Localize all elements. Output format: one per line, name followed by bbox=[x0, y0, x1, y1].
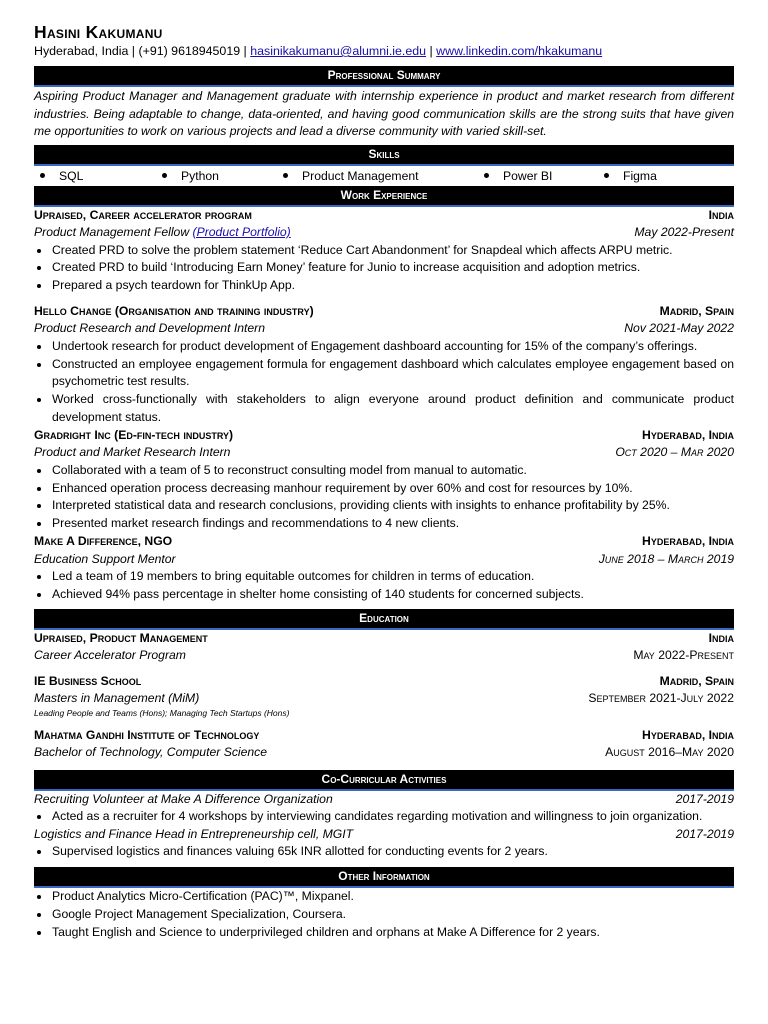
school-name: Upraised, Product Management bbox=[34, 630, 208, 645]
program-name: Career Accelerator Program bbox=[34, 648, 186, 663]
activity-entry bbox=[34, 826, 734, 861]
job-location: Madrid, Spain bbox=[659, 303, 734, 318]
bullet-dot bbox=[283, 173, 288, 178]
skill-item: Python bbox=[162, 166, 283, 186]
job-bullets bbox=[34, 462, 734, 533]
list-item: Interpreted statistical data and research conclusions, providing clients with insights to enhance profitability by 25%. bbox=[34, 497, 734, 515]
list-item: Acted as a recruiter for 4 workshops by interviewing candidates regarding motivation and willingness to join organization. bbox=[34, 808, 734, 826]
job-location: India bbox=[708, 207, 734, 222]
activity-dates: 2017-2019 bbox=[675, 791, 734, 806]
skills-list bbox=[40, 166, 734, 186]
job-bullets bbox=[34, 338, 734, 427]
education-entry bbox=[34, 727, 734, 762]
section-header-summary: Professional Summary bbox=[34, 66, 734, 87]
bullet-dot bbox=[484, 173, 489, 178]
list-item: Product Analytics Micro-Certification (PAC)™, Mixpanel. bbox=[34, 888, 734, 906]
other-bullets bbox=[34, 888, 734, 941]
job-dates: May 2022-Present bbox=[634, 225, 734, 239]
job-dates: June 2018 – March 2019 bbox=[598, 551, 734, 566]
email-link[interactable]: hasinikakumanu@alumni.ie.edu bbox=[250, 44, 427, 58]
list-item: Enhanced operation process decreasing manhour requirement by over 60% and cost for resources by 10%. bbox=[34, 480, 734, 498]
job-entry bbox=[34, 533, 734, 604]
education-entry bbox=[34, 630, 734, 665]
school-location: India bbox=[708, 630, 734, 645]
resume-page bbox=[34, 22, 734, 942]
bullet-dot bbox=[162, 173, 167, 178]
program-name: Bachelor of Technology, Computer Science bbox=[34, 745, 268, 760]
bullet-dot bbox=[40, 173, 45, 178]
portfolio-link[interactable]: (Product Portfolio) bbox=[192, 225, 291, 239]
program-name: Masters in Management (MiM) bbox=[34, 691, 200, 706]
list-item: Led a team of 19 members to bring equitable outcomes for children in terms of education. bbox=[34, 568, 734, 586]
skill-item: Power BI bbox=[484, 166, 604, 186]
location-phone: Hyderabad, India | (+91) 9618945019 | bbox=[34, 44, 247, 58]
contact-line bbox=[34, 43, 734, 60]
bullet-dot bbox=[604, 173, 609, 178]
school-name: IE Business School bbox=[34, 673, 142, 688]
list-item: Prepared a psych teardown for ThinkUp App. bbox=[34, 277, 734, 295]
job-bullets bbox=[34, 568, 734, 604]
school-name: Mahatma Gandhi Institute of Technology bbox=[34, 727, 260, 742]
section-header-other: Other Information bbox=[34, 867, 734, 888]
job-role: Product Management Fellow (Product Portfolio) bbox=[34, 225, 291, 239]
job-entry bbox=[34, 427, 734, 533]
education-note: Leading People and Teams (Hons); Managing Tech Startups (Hons) bbox=[34, 707, 290, 718]
linkedin-link[interactable]: www.linkedin.com/hkakumanu bbox=[436, 44, 603, 58]
candidate-name: Hasini Kakumanu bbox=[34, 22, 163, 42]
list-item: Collaborated with a team of 5 to reconstruct consulting model from manual to automatic. bbox=[34, 462, 734, 480]
list-item: Presented market research findings and recommendations to 4 new clients. bbox=[34, 515, 734, 533]
job-role: Education Support Mentor bbox=[34, 551, 176, 566]
activity-role: Recruiting Volunteer at Make A Difference Organization bbox=[34, 791, 333, 806]
job-role: Product Research and Development Intern bbox=[34, 321, 266, 336]
list-item: Google Project Management Specialization, Coursera. bbox=[34, 906, 734, 924]
skill-item: SQL bbox=[40, 166, 162, 186]
school-location: Madrid, Spain bbox=[659, 673, 734, 688]
list-item: Created PRD to build ‘Introducing Earn Money’ feature for Junio to increase acquisition and adoption metrics. bbox=[34, 259, 734, 277]
job-org: Gradright Inc (Ed-fin-tech industry) bbox=[34, 427, 234, 442]
contact-separator: | bbox=[429, 44, 433, 58]
education-dates: May 2022-Present bbox=[633, 648, 734, 663]
section-header-education: Education bbox=[34, 609, 734, 630]
job-bullets bbox=[34, 242, 734, 295]
education-dates: August 2016–May 2020 bbox=[605, 745, 734, 760]
list-item: Achieved 94% pass percentage in shelter home consisting of 140 students for concerned subjects. bbox=[34, 586, 734, 604]
job-entry bbox=[34, 303, 734, 427]
section-header-skills: Skills bbox=[34, 145, 734, 166]
summary-text: Aspiring Product Manager and Management graduate with internship experience in product and market research from different industries. Being adaptable to change, data-oriented, and having good communication skills are the strong suits that have given me opportunities to work on various projects and lead a diverse community with varied skill-set. bbox=[34, 89, 734, 138]
job-location: Hyderabad, India bbox=[642, 427, 734, 442]
activity-role: Logistics and Finance Head in Entrepreneurship cell, MGIT bbox=[34, 826, 354, 841]
school-location: Hyderabad, India bbox=[642, 727, 734, 742]
skill-item: Product Management bbox=[283, 166, 484, 186]
activity-entry bbox=[34, 791, 734, 826]
job-org: Hello Change (Organisation and training industry) bbox=[34, 303, 314, 318]
job-location: Hyderabad, India bbox=[642, 534, 734, 549]
job-dates: Oct 2020 – Mar 2020 bbox=[615, 445, 734, 460]
list-item: Taught English and Science to underprivileged children and orphans at Make A Difference for 2 years. bbox=[34, 924, 734, 942]
list-item: Undertook research for product development of Engagement dashboard accounting for 15% of the company’s offerings. bbox=[34, 338, 734, 356]
section-header-experience: Work Experience bbox=[34, 186, 734, 207]
job-org: Make A Difference, NGO bbox=[34, 534, 173, 549]
list-item: Created PRD to solve the problem statement ‘Reduce Cart Abandonment’ for Snapdeal which affects ARPU metric. bbox=[34, 242, 734, 260]
activity-dates: 2017-2019 bbox=[675, 826, 734, 841]
education-dates: September 2021-July 2022 bbox=[588, 691, 734, 706]
job-entry bbox=[34, 207, 734, 295]
skill-item: Figma bbox=[604, 166, 657, 186]
list-item: Worked cross-functionally with stakeholders to align everyone around product definition and communicate product development status. bbox=[34, 391, 734, 427]
job-role: Product and Market Research Intern bbox=[34, 445, 231, 460]
list-item: Supervised logistics and finances valuing 65k INR allotted for conducting events for 2 years. bbox=[34, 843, 734, 861]
education-entry bbox=[34, 673, 734, 719]
section-header-cocurricular: Co-Curricular Activities bbox=[34, 770, 734, 791]
job-dates: Nov 2021-May 2022 bbox=[624, 321, 734, 336]
job-org: Upraised, Career accelerator program bbox=[34, 207, 252, 222]
list-item: Constructed an employee engagement formula for engagement dashboard which calculates employee engagement based on psychometric test results. bbox=[34, 356, 734, 392]
